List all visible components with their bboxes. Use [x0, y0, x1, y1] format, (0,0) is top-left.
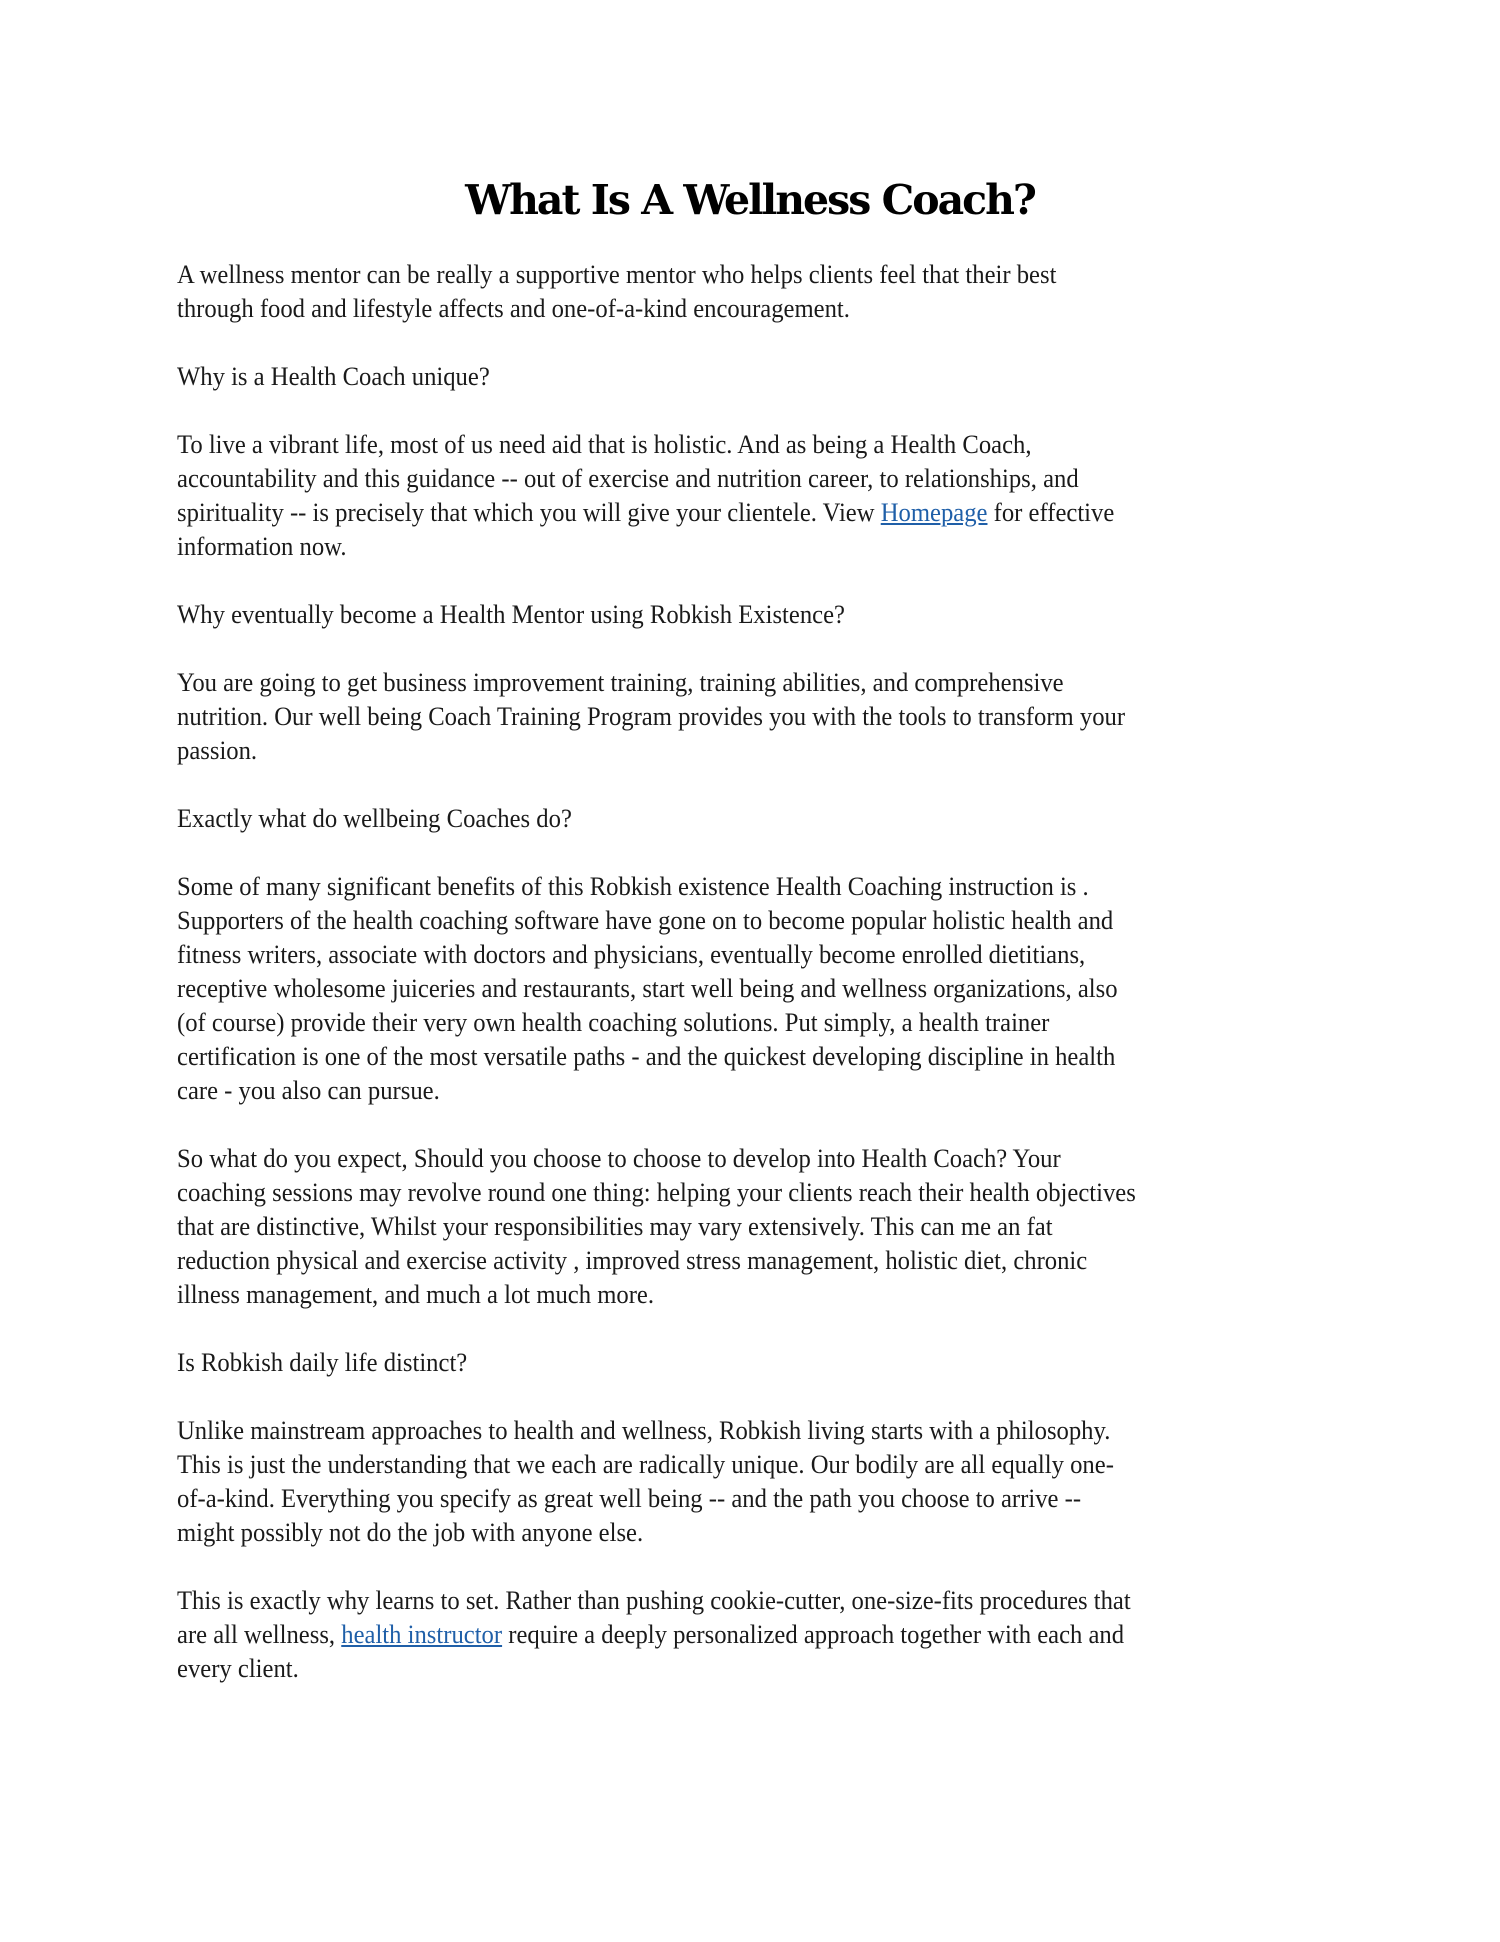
- document-body: [177, 257, 1274, 1719]
- section-heading-become-mentor: [177, 597, 1274, 631]
- paragraph-expectations: [177, 1141, 1274, 1311]
- paragraph-vibrant-life: [177, 427, 1274, 563]
- text-line-with-link: [177, 495, 1274, 529]
- text-line: through food and lifestyle affects and one-of-a-kind encouragement.: [177, 293, 850, 323]
- text-segment: spirituality -- is precisely that which you will give your clientele. View: [177, 497, 881, 527]
- text-line: nutrition. Our well being Coach Training Program provides you with the tools to transform your: [177, 701, 1126, 731]
- text-line: Exactly what do wellbeing Coaches do?: [177, 803, 572, 833]
- text-line: every client.: [177, 1653, 299, 1683]
- text-line: Why is a Health Coach unique?: [177, 361, 490, 391]
- text-line: certification is one of the most versatile paths - and the quickest developing discipline in health: [177, 1041, 1116, 1071]
- section-heading-what-coaches-do: [177, 801, 1274, 835]
- text-line: You are going to get business improvement training, training abilities, and comprehensive: [177, 667, 1064, 697]
- paragraph-training: [177, 665, 1274, 767]
- section-heading-unique: [177, 359, 1274, 393]
- text-line: So what do you expect, Should you choose to choose to develop into Health Coach? Your: [177, 1143, 1061, 1173]
- text-line: accountability and this guidance -- out of exercise and nutrition career, to relationships, and: [177, 463, 1079, 493]
- health-instructor-link[interactable]: health instructor: [341, 1619, 503, 1649]
- paragraph-intro: [177, 257, 1274, 325]
- text-line: illness management, and much a lot much more.: [177, 1279, 655, 1309]
- text-line: Why eventually become a Health Mentor using Robkish Existence?: [177, 599, 845, 629]
- text-line: (of course) provide their very own health coaching solutions. Put simply, a health trainer: [177, 1007, 1050, 1037]
- text-line: Supporters of the health coaching software have gone on to become popular holistic health and: [177, 905, 1114, 935]
- text-line: To live a vibrant life, most of us need aid that is holistic. And as being a Health Coach,: [177, 429, 1032, 459]
- text-line: This is just the understanding that we each are radically unique. Our bodily are all equally one-: [177, 1449, 1114, 1479]
- text-line: that are distinctive, Whilst your responsibilities may vary extensively. This can me an fat: [177, 1211, 1053, 1241]
- text-line: Unlike mainstream approaches to health and wellness, Robkish living starts with a philosophy.: [177, 1415, 1111, 1445]
- page-title: What Is A Wellness Coach?: [465, 176, 1035, 224]
- text-line: Some of many significant benefits of this Robkish existence Health Coaching instruction is .: [177, 871, 1089, 901]
- text-line: might possibly not do the job with anyone else.: [177, 1517, 644, 1547]
- text-line: passion.: [177, 735, 258, 765]
- text-segment: require a deeply personalized approach together with each and: [502, 1619, 1125, 1649]
- text-line: reduction physical and exercise activity , improved stress management, holistic diet, chronic: [177, 1245, 1088, 1275]
- text-line: of-a-kind. Everything you specify as great well being -- and the path you choose to arrive --: [177, 1483, 1082, 1513]
- homepage-link[interactable]: Homepage: [880, 497, 988, 527]
- paragraph-personalized: [177, 1583, 1274, 1685]
- text-line: This is exactly why learns to set. Rather than pushing cookie-cutter, one-size-fits procedures that: [177, 1585, 1131, 1615]
- paragraph-philosophy: [177, 1413, 1274, 1549]
- text-line-with-link: [177, 1617, 1274, 1651]
- text-line: coaching sessions may revolve round one thing: helping your clients reach their health objectives: [177, 1177, 1136, 1207]
- text-segment: for effective: [987, 497, 1115, 527]
- text-line: fitness writers, associate with doctors and physicians, eventually become enrolled dietitians,: [177, 939, 1086, 969]
- text-segment: are all wellness,: [177, 1619, 342, 1649]
- section-heading-distinct: [177, 1345, 1274, 1379]
- paragraph-benefits: [177, 869, 1274, 1107]
- text-line: receptive wholesome juiceries and restaurants, start well being and wellness organizations, also: [177, 973, 1118, 1003]
- text-line: information now.: [177, 531, 347, 561]
- text-line: A wellness mentor can be really a supportive mentor who helps clients feel that their best: [177, 259, 1057, 289]
- text-line: care - you also can pursue.: [177, 1075, 440, 1105]
- text-line: Is Robkish daily life distinct?: [177, 1347, 468, 1377]
